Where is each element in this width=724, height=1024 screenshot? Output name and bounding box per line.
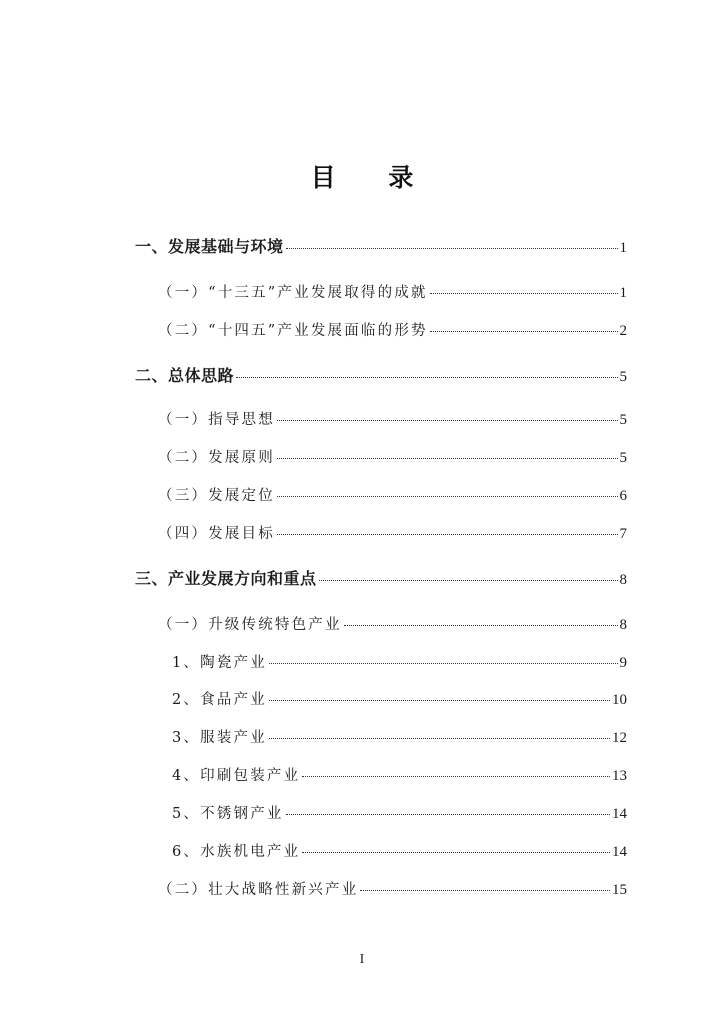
toc-entry-label: （四）发展目标 <box>158 526 275 542</box>
toc-entry-label: （二）“十四五”产业发展面临的形势 <box>158 323 428 339</box>
toc-page-number: 1 <box>619 285 627 301</box>
toc-leader-dots <box>286 812 610 815</box>
toc-leader-dots <box>277 532 618 535</box>
toc-entry[interactable] <box>158 614 627 636</box>
toc-entry[interactable] <box>158 485 627 507</box>
toc-entry[interactable] <box>135 365 627 387</box>
toc-entry-label: 4、印刷包装产业 <box>172 768 301 784</box>
toc-entry[interactable] <box>172 803 627 825</box>
toc-entry[interactable] <box>135 568 627 590</box>
toc-leader-dots <box>430 329 618 332</box>
toc-leader-dots <box>236 375 617 378</box>
toc-page-number: 14 <box>612 806 627 822</box>
toc-leader-dots <box>269 736 610 739</box>
toc-leader-dots <box>277 456 618 459</box>
toc-entry-label: （二）壮大战略性新兴产业 <box>158 882 359 898</box>
toc-entry-label: （一）“十三五”产业发展取得的成就 <box>158 285 428 301</box>
toc-page-number: 12 <box>612 730 627 746</box>
toc-leader-dots <box>277 418 618 421</box>
toc-leader-dots <box>319 578 618 581</box>
toc-entry[interactable] <box>172 765 627 787</box>
toc-leader-dots <box>344 623 618 626</box>
toc-entry-label: 2、食品产业 <box>172 692 267 708</box>
toc-page-number: 9 <box>619 655 627 671</box>
toc-entry[interactable] <box>158 523 627 545</box>
toc-page-number: 10 <box>612 692 627 708</box>
toc-leader-dots <box>277 494 618 497</box>
toc-page-number: 1 <box>619 240 627 256</box>
toc-leader-dots <box>360 888 610 891</box>
toc-entry[interactable] <box>158 447 627 469</box>
toc-page-number: 13 <box>612 768 627 784</box>
toc-entry-label: 3、服装产业 <box>172 730 267 746</box>
toc-entry[interactable] <box>172 727 627 749</box>
toc-entry-label: 三、产业发展方向和重点 <box>135 569 317 588</box>
toc-leader-dots <box>286 246 618 249</box>
toc-page-number: 8 <box>619 572 627 588</box>
toc-entry[interactable] <box>158 409 627 431</box>
toc-entry[interactable] <box>135 236 627 258</box>
toc-entry[interactable] <box>172 652 627 674</box>
toc-entry-label: 6、水族机电产业 <box>172 844 301 860</box>
toc-entry-label: （一）指导思想 <box>158 412 275 428</box>
toc-entry[interactable] <box>172 689 627 711</box>
toc-page-number: 14 <box>612 844 627 860</box>
toc-entry-label: 二、总体思路 <box>135 366 235 385</box>
toc-entry-label: 一、发展基础与环境 <box>135 237 284 256</box>
toc-leader-dots <box>302 774 610 777</box>
toc-entry[interactable] <box>158 879 627 901</box>
toc-leader-dots <box>302 850 610 853</box>
toc-entry[interactable] <box>172 841 627 863</box>
page-footer-number: I <box>359 952 365 967</box>
toc-entry-label: 1、陶瓷产业 <box>172 655 267 671</box>
toc-leader-dots <box>269 698 610 701</box>
toc-page-number: 5 <box>619 412 627 428</box>
toc-entry[interactable] <box>158 282 627 304</box>
toc-page-number: 7 <box>619 526 627 542</box>
toc-entry-label: （一）升级传统特色产业 <box>158 617 342 633</box>
toc-entry[interactable] <box>158 320 627 342</box>
toc-entry-label: （三）发展定位 <box>158 488 275 504</box>
toc-page-number: 2 <box>619 323 627 339</box>
toc-page-number: 6 <box>619 488 627 504</box>
toc-page-number: 15 <box>612 882 627 898</box>
toc-page-number: 5 <box>619 369 627 385</box>
toc-page-number: 5 <box>619 450 627 466</box>
toc-entry-label: 5、不锈钢产业 <box>172 806 284 822</box>
page-title: 目 录 <box>310 163 436 192</box>
toc-leader-dots <box>430 291 618 294</box>
toc-page-number: 8 <box>619 617 627 633</box>
toc-entry-label: （二）发展原则 <box>158 450 275 466</box>
toc-leader-dots <box>269 661 618 664</box>
